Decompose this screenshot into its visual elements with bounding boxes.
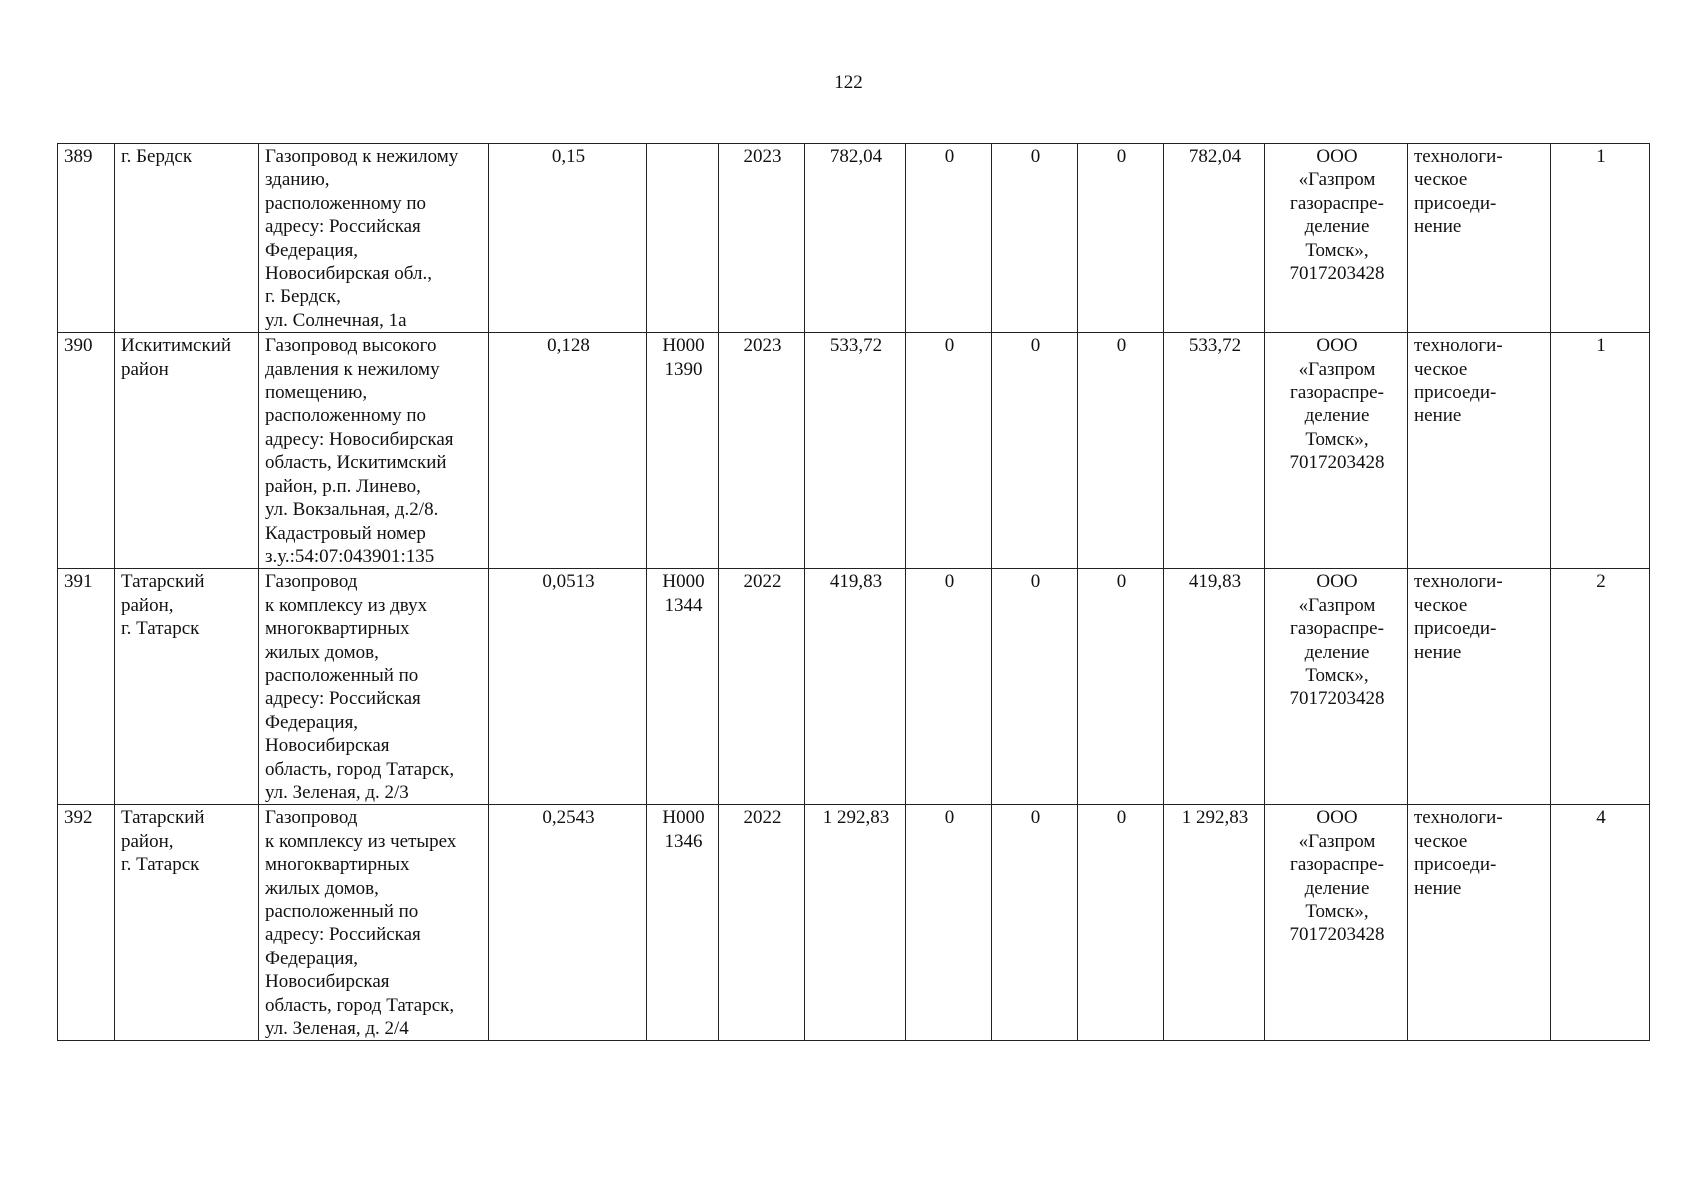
row-object: Газопровод к комплексу из четырех многоквартирных жилых домов, расположенный по адресу: Российская Федерация, Новосибирская область, город Татарск, ул. Зеленая, д. 2/4 bbox=[259, 805, 489, 1041]
row-organization: ООО «Газпром газораспре- деление Томск», 7017203428 bbox=[1265, 333, 1408, 569]
row-number: 391 bbox=[58, 569, 115, 805]
row-number: 389 bbox=[58, 144, 115, 333]
row-length: 0,2543 bbox=[489, 805, 647, 1041]
row-organization: ООО «Газпром газораспре- деление Томск», 7017203428 bbox=[1265, 805, 1408, 1041]
row-value-2: 0 bbox=[992, 805, 1078, 1041]
row-object: Газопровод к комплексу из двух многоквартирных жилых домов, расположенный по адресу: Российская Федерация, Новосибирская область, город Татарск, ул. Зеленая, д. 2/3 bbox=[259, 569, 489, 805]
row-value-1: 0 bbox=[906, 144, 992, 333]
row-purpose: технологи- ческое присоеди- нение bbox=[1408, 569, 1551, 805]
data-table bbox=[57, 143, 1650, 1041]
row-value-3: 0 bbox=[1078, 333, 1164, 569]
row-value-3: 0 bbox=[1078, 144, 1164, 333]
row-number: 390 bbox=[58, 333, 115, 569]
row-purpose: технологи- ческое присоеди- нение bbox=[1408, 144, 1551, 333]
row-value-3: 0 bbox=[1078, 569, 1164, 805]
table-row bbox=[58, 333, 1650, 569]
row-location: Татарский район, г. Татарск bbox=[115, 805, 259, 1041]
row-code: Н000 1346 bbox=[647, 805, 719, 1041]
row-length: 0,128 bbox=[489, 333, 647, 569]
row-cost-total: 782,04 bbox=[805, 144, 906, 333]
row-purpose: технологи- ческое присоеди- нение bbox=[1408, 333, 1551, 569]
row-object: Газопровод к нежилому зданию, расположенному по адресу: Российская Федерация, Новосибирская обл., г. Бердск, ул. Солнечная, 1а bbox=[259, 144, 489, 333]
row-object: Газопровод высокого давления к нежилому помещению, расположенному по адресу: Новосибирская область, Искитимский район, р.п. Линево, ул. Вокзальная, д.2/8. Кадастровый номер з.у.:54:07:043901:135 bbox=[259, 333, 489, 569]
row-value-4: 782,04 bbox=[1164, 144, 1265, 333]
row-value-2: 0 bbox=[992, 569, 1078, 805]
row-organization: ООО «Газпром газораспре- деление Томск», 7017203428 bbox=[1265, 144, 1408, 333]
row-location: Татарский район, г. Татарск bbox=[115, 569, 259, 805]
row-count: 1 bbox=[1551, 144, 1650, 333]
row-length: 0,15 bbox=[489, 144, 647, 333]
row-number: 392 bbox=[58, 805, 115, 1041]
row-length: 0,0513 bbox=[489, 569, 647, 805]
row-year: 2022 bbox=[719, 805, 805, 1041]
row-count: 1 bbox=[1551, 333, 1650, 569]
row-count: 2 bbox=[1551, 569, 1650, 805]
page-number: 122 bbox=[834, 72, 863, 93]
row-value-2: 0 bbox=[992, 333, 1078, 569]
row-cost-total: 1 292,83 bbox=[805, 805, 906, 1041]
row-cost-total: 419,83 bbox=[805, 569, 906, 805]
row-location: г. Бердск bbox=[115, 144, 259, 333]
row-organization: ООО «Газпром газораспре- деление Томск», 7017203428 bbox=[1265, 569, 1408, 805]
row-value-4: 533,72 bbox=[1164, 333, 1265, 569]
row-code: Н000 1390 bbox=[647, 333, 719, 569]
row-value-1: 0 bbox=[906, 805, 992, 1041]
table-row bbox=[58, 569, 1650, 805]
row-count: 4 bbox=[1551, 805, 1650, 1041]
row-purpose: технологи- ческое присоеди- нение bbox=[1408, 805, 1551, 1041]
table-row bbox=[58, 805, 1650, 1041]
row-value-2: 0 bbox=[992, 144, 1078, 333]
row-code bbox=[647, 144, 719, 333]
row-location: Искитимский район bbox=[115, 333, 259, 569]
row-code: Н000 1344 bbox=[647, 569, 719, 805]
row-year: 2022 bbox=[719, 569, 805, 805]
row-value-1: 0 bbox=[906, 333, 992, 569]
row-year: 2023 bbox=[719, 144, 805, 333]
row-value-4: 1 292,83 bbox=[1164, 805, 1265, 1041]
row-value-1: 0 bbox=[906, 569, 992, 805]
row-value-3: 0 bbox=[1078, 805, 1164, 1041]
row-year: 2023 bbox=[719, 333, 805, 569]
row-value-4: 419,83 bbox=[1164, 569, 1265, 805]
table-row bbox=[58, 144, 1650, 333]
row-cost-total: 533,72 bbox=[805, 333, 906, 569]
